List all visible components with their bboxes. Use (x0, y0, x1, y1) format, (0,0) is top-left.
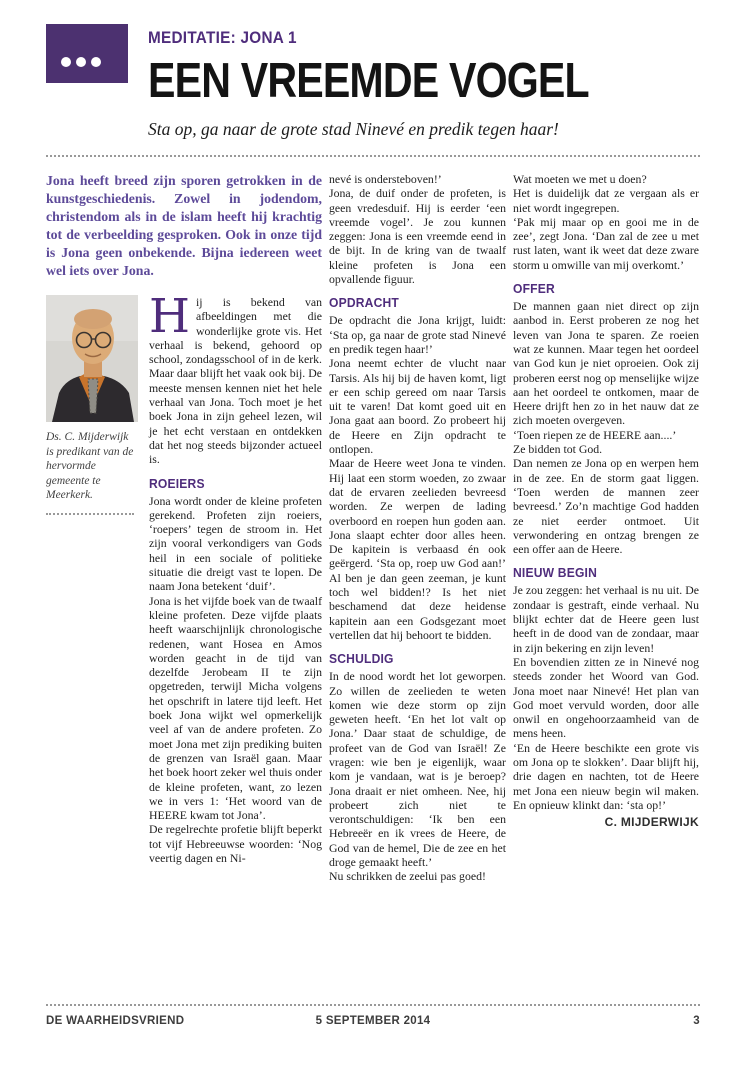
paragraph: Jona is het vijfde boek van de twaalf kleine profeten. Deze vijfde plaats heeft waarschijnlijk chronologische redenen, want Hosea en Amos worden geacht in de tijd van dezelfde Jerobeam II te zijn opgetreden, terwijl Micha volgens het opschrift in latere tijd leeft. Het boek Jona wijkt wel opmerkelijk veel af van de andere profeten. Zo moet Jona met zijn prediking buiten de grenzen van Israël gaan. Maar het boek hoort zeker wel thuis onder de kleine profeten, want, zo lezen we in vers 1: ‘Het woord van de HEERE kwam tot Jona’. (149, 593, 322, 823)
section-heading-schuldig: SCHULDIG (329, 651, 394, 667)
article-title: EEN VREEMDE VOGEL (148, 54, 589, 108)
page-footer (46, 1004, 700, 1027)
paragraph: Jona wordt onder de kleine profeten gerekend. Profeten zijn roeiers, ‘roepers’ tegen de stroom in. Het zijn vooral verkondigers van Gods heil in een sociale of politieke situatie die dreigt vast te lopen. De naam Jona betekent ‘duif’. (149, 493, 322, 594)
caption-divider (46, 513, 134, 515)
section-heading-roeiers: ROEIERS (149, 475, 205, 491)
paragraph: Jona, de duif onder de profeten, is geen vredesduif. Hij is eerder ‘een vreemde vogel’. Je zou kunnen zeggen: Jona is een vreemde eend in de bijt. In de kring van de twaalf kleine profeten is Jona een opvallende figuur. (329, 186, 506, 287)
paragraph: Maar de Heere weet Jona te vinden. Hij laat een storm woeden, zo zwaar dat de ervaren zeelieden bevreesd worden. Ze werpen de lading overboord en roepen hun goden aan. Jona slaapt echter door alles heen. De kapitein is verbaasd én ook geërgerd. ‘Sta op, roep uw God aan!’ Al ben je dan geen zeeman, je kunt toch wel bidden!? Is het niet beschamend dat deze heidense kapitein aan een Godsgezant moet vertellen dat hij behoort te bidden. (329, 456, 506, 642)
paragraph: De mannen gaan niet direct op zijn aanbod in. Eerst proberen ze nog het leven van Jona te sparen. Ze roeien wat ze kunnen. Maar tegen het oordeel van God kun je niet oproeien. Ook zij proberen eerst nog op menselijke wijze aan het oordeel te ontkomen, maar de Heere drijft hen zo in het nauw dat ze zich moeten overgeven. (513, 299, 699, 428)
page-number: 3 (693, 1015, 700, 1027)
issue-date: 5 SEPTEMBER 2014 (315, 1015, 431, 1027)
page-header (0, 0, 738, 140)
paragraph: En bovendien zitten ze in Ninevé nog steeds zonder het Woord van God. Jona moet naar Ninevé! Het plan van God moet vervuld worden, door alle onwil en ongehoorzaamheid van de mens heen. (513, 654, 699, 741)
paragraph: In de nood wordt het lot geworpen. Zo willen de zeelieden te weten komen wie deze storm op zijn geweten heeft. ‘En het lot valt op Jona.’ Daar staat de schuldige, de profeet van de God van Israël! Ze vragen: wie ben je eigenlijk, waar kom je vandaan, wat is je beroep? Jona draait er niet omheen. Nee, hij probeert zich niet te verontschuldigen: ‘Ik ben een Hebreeër en ik vrees de Heere, de God van de hemel, Die de zee en het droge gemaakt heeft.’ (329, 669, 506, 870)
intro-paragraph: Jona heeft breed zijn sporen getrokken in de kunstgeschiedenis. Zowel in jodendom, christendom als in de islam heeft hij krachtig tot de verbeelding gesproken. Ook in onze tijd is Jona geen onbekende. Bijna iedereen weet wel iets over Jona. (46, 173, 322, 278)
paragraph: Nu schrikken de zeelui pas goed! (329, 869, 486, 884)
photo-caption: Ds. C. Mijderwijk is predikant van de hervormde gemeente te Meerkerk. (46, 431, 134, 501)
article-subtitle: Sta op, ga naar de grote stad Ninevé en predik tegen haar! (148, 119, 559, 139)
logo-dot-icon (91, 57, 101, 67)
logo-dot-icon (61, 57, 71, 67)
paragraph: ij is bekend van afbeeldingen met die wonderlijke grote vis. Het verhaal is bekend, gehoord op school, zondagsschool of in de kerk. Maar daar blijft het vaak ook bij. De meeste mensen kennen niet het hele verhaal van Jona. Toch moet je het boek Jona in zijn geheel lezen, wil je het echt verstaan en ontdekken dat het nog steeds bijzonder actueel is. (149, 295, 322, 467)
paragraph: Jona neemt echter de vlucht naar Tarsis. Als hij bij de haven komt, ligt er een schip gereed om naar Tarsis uit te varen! Dat komt goed uit en Jona gaat aan boord. Zo probeert hij de Heere en Zijn opdracht te ontlopen. (329, 356, 506, 457)
paragraph: Ze bidden tot God. (513, 442, 603, 457)
paragraph: De opdracht die Jona krijgt, luidt: ‘Sta op, ga naar de grote stad Ninevé en predik tegen haar!’ (329, 313, 506, 356)
author-photo (46, 295, 138, 422)
paragraph: De regelrechte profetie blijft beperkt tot vijf Hebreeuwse woorden: ‘Nog veertig dagen en Ni- (149, 822, 322, 865)
article-body (0, 157, 738, 884)
paragraph: Dan nemen ze Jona op en werpen hem in de zee. En de storm gaat liggen. ‘Toen werden de mannen zeer bevreesd.’ Zo’n machtige God hadden ze niet eerder ontmoet. Uit verwondering en ontzag brengen ze een offer aan de Heere. (513, 456, 699, 557)
paragraph: ‘Toen riepen ze de HEERE aan....’ (513, 427, 677, 442)
section-heading-opdracht: OPDRACHT (329, 295, 399, 311)
paragraph: ‘Pak mij maar op en gooi me in de zee’, zegt Jona. ‘Dan zal de zee u met rust laten, want ik weet dat deze zware storm u omwille van mij overkomt.’ (513, 214, 699, 272)
footer-divider (46, 1004, 700, 1006)
footer-row (46, 1015, 700, 1027)
section-heading-nieuw-begin: NIEUW BEGIN (513, 565, 597, 581)
section-kicker: MEDITATIE: JONA 1 (148, 28, 297, 47)
author-byline: C. MIJDERWIJK (604, 815, 699, 830)
paragraph: Het is duidelijk dat ze vergaan als er niet wordt ingegrepen. (513, 186, 699, 215)
left-row (46, 289, 322, 865)
text-column-2 (329, 172, 506, 884)
author-sidebar (46, 295, 138, 865)
text-column-1 (149, 289, 322, 865)
logo-dot-icon (76, 57, 86, 67)
column-left (46, 172, 322, 884)
publication-logo (46, 24, 128, 83)
section-heading-offer: OFFER (513, 281, 555, 297)
paragraph: Wat moeten we met u doen? (513, 172, 647, 186)
paragraph: Je zou zeggen: het verhaal is nu uit. De zondaar is gestraft, einde verhaal. Nu blijkt echter dat de Heere geen lust heeft in de dood van de zondaar, maar in zijn bekering en zijn leven! (513, 583, 699, 655)
publication-name: DE WAARHEIDSVRIEND (46, 1015, 185, 1027)
dropcap: H (149, 289, 190, 344)
text-column-3 (513, 172, 699, 884)
opening-paragraph (149, 289, 322, 467)
header-text (148, 24, 673, 140)
paragraph: ‘En de Heere beschikte een grote vis om Jona op te slokken’. Daar blijft hij, drie dagen en nachten, tot de Heere met Jona een nieuw begin wil maken. En opnieuw klinkt dan: ‘sta op!’ (513, 740, 699, 812)
paragraph: nevé is ondersteboven!’ (329, 172, 442, 186)
